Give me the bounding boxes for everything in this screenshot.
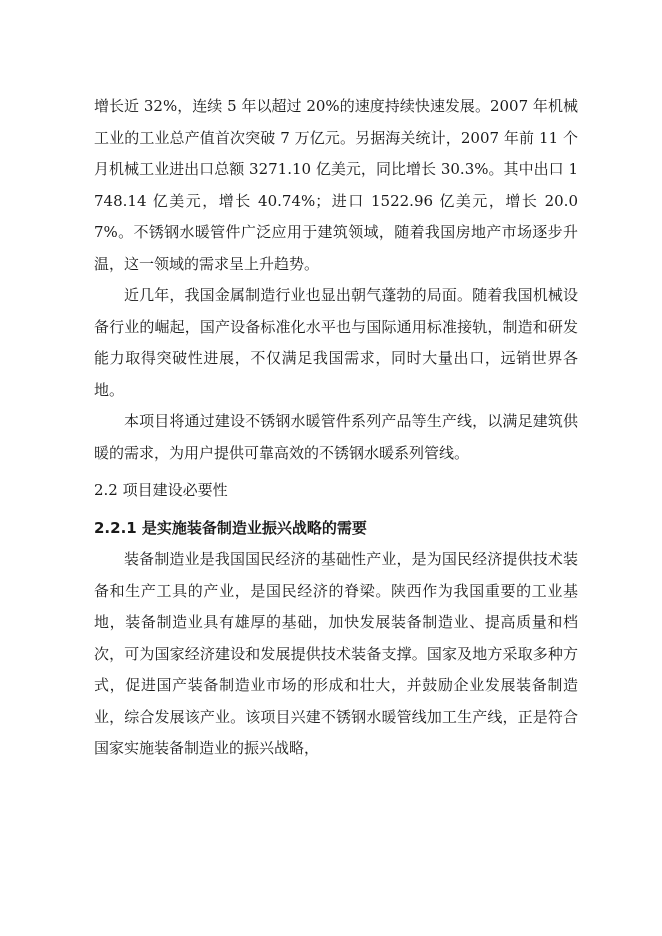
paragraph-growth-statistics: 增长近 32%，连续 5 年以超过 20%的速度持续快速发展。2007 年机械工业的工业总产值首次突破 7 万亿元。另据海关统计，2007 年前 11 个月机械工业进出口总额 3271.10 亿美元，同比增长 30.3%。其中出口 1748.14 亿美元，增长 40.74%；进口 1522.96 亿美元，增长 20.07%。不锈钢水暖管件广泛应用于建筑领域，随着我国房地产市场逐步升温，这一领域的需求呈上升趋势。 <box>94 97 578 273</box>
subsection-heading: 2.2.1 是实施装备制造业振兴战略的需要 <box>94 518 367 537</box>
page-body <box>94 91 578 765</box>
paragraph-project-purpose: 本项目将通过建设不锈钢水暖管件系列产品等生产线，以满足建筑供暖的需求，为用户提供可靠高效的不锈钢水暖系列管线。 <box>94 412 578 462</box>
paragraph-equipment-manufacturing: 装备制造业是我国国民经济的基础性产业，是为国民经济提供技术装备和生产工具的产业，是国民经济的脊梁。陕西作为我国重要的工业基地，装备制造业具有雄厚的基础，加快发展装备制造业、提高质量和档次，可为国家经济建设和发展提供技术装备支撑。国家及地方采取多种方式，促进国产装备制造业市场的形成和壮大，并鼓励企业发展装备制造业，综合发展该产业。该项目兴建不锈钢水暖管线加工生产线，正是符合国家实施装备制造业的振兴战略， <box>94 550 578 757</box>
section-heading: 2.2 项目建设必要性 <box>94 481 228 499</box>
paragraph-metal-manufacturing: 近几年，我国金属制造行业也显出朝气蓬勃的局面。随着我国机械设备行业的崛起，国产设备标准化水平也与国际通用标准接轨，制造和研发能力取得突破性进展，不仅满足我国需求，同时大量出口，远销世界各地。 <box>94 286 578 399</box>
